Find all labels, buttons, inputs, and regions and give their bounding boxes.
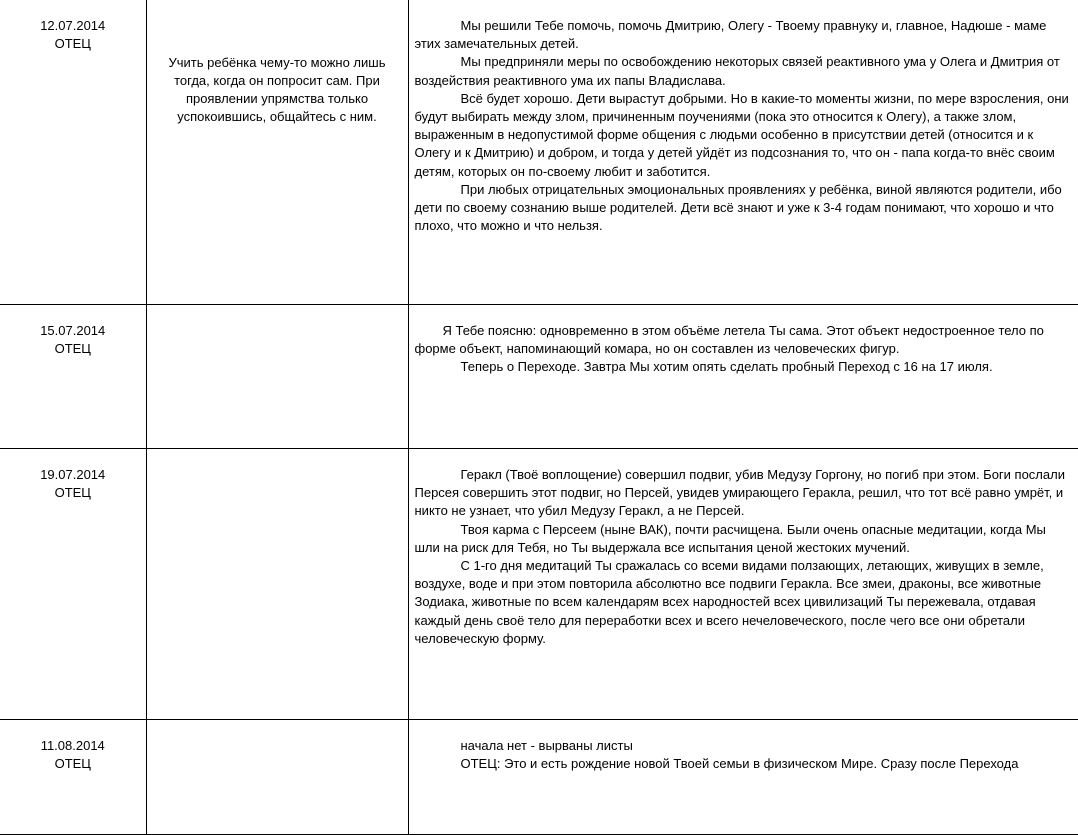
message-paragraph: Я Тебе поясню: одновременно в этом объёме летела Ты сама. Этот объект недостроенное тело по форме объект, напоминающий комара, но он составлен из человеческих фигур. [414,323,1044,357]
entry-date: 11.08.2014 [40,738,105,753]
advice-cell [146,449,408,720]
entry-author: ОТЕЦ [54,36,91,51]
message-cell [408,0,1078,305]
message-cell [408,449,1078,720]
message-paragraph: начала нет - вырваны листы [460,738,633,753]
message-paragraph: Мы предприняли меры по освобождению некоторых связей реактивного ума у Олега и Дмитрия от воздействия реактивного ума их папы Владислава. [414,54,1060,88]
advice-cell [146,305,408,449]
table-row [0,305,1078,449]
entry-author: ОТЕЦ [54,341,91,356]
message-paragraph: Мы решили Тебе помочь, помочь Дмитрию, Олегу - Твоему правнуку и, главное, Надюше - маме этих замечательных детей. [414,18,1047,52]
entry-date: 12.07.2014 [40,18,106,33]
message-paragraph: ОТЕЦ: Это и есть рождение новой Твоей семьи в физическом Мире. Сразу после Перехода [460,756,1019,772]
message-cell [408,305,1078,449]
message-paragraph: При любых отрицательных эмоциональных проявлениях у ребёнка, виной являются родители, ибо дети по своему сознанию выше родителей. Дети всё знают и уже к 3-4 годам понимают, что хорошо и что плохо, что можно и что нельзя. [414,181,1062,234]
message-paragraph: Геракл (Твоё воплощение) совершил подвиг, убив Медузу Горгону, но погиб при этом. Боги послали Персея совершить этот подвиг, но Персей, увидев умирающего Геракла, решил, что тот всё равно умрёт, и никто не узнает, что убил Медузу Геракл, а не Персей. [414,467,1065,519]
date-cell [0,720,146,835]
date-cell [0,305,146,449]
date-cell [0,0,146,305]
message-paragraph: Теперь о Переходе. Завтра Мы хотим опять сделать пробный Переход с 16 на 17 июля. [460,359,993,375]
table-row [0,449,1078,720]
message-paragraph: С 1-го дня медитаций Ты сражалась со всеми видами ползающих, летающих, живущих в земле, воздухе, воде и при этом повторила абсолютно все подвиги Геракла. Все змеи, драконы, все животные Зодиака, животные по всем календарям всех народностей всех цивилизаций Ты пережевала, отдавая каждый день своё тело для переработки всех и всего нечеловеческого, после чего все они обретали человеческую форму. [414,558,1044,646]
entry-author: ОТЕЦ [54,756,91,771]
entry-author: ОТЕЦ [54,485,91,500]
advice-cell: Учить ребёнка чему-то можно лишь тогда, когда он попросит сам. При проявлении упрямства только успокоившись, общайтесь с ним. [146,0,408,305]
entry-date: 19.07.2014 [40,467,106,482]
table-row [0,0,1078,305]
date-cell [0,449,146,720]
table-row [0,720,1078,835]
advice-cell [146,720,408,835]
message-paragraph: Всё будет хорошо. Дети вырастут добрыми. Но в какие-то моменты жизни, по мере взросления, они будут выбирать между злом, причиненным поучениями (пока это относится к Олегу), а также злом, выраженным в недопустимой форме общения с людьми особенно в присутствии детей (относится и к Олегу и к Дмитрию) и добром, и тогда у детей уйдёт из подсознания то, что он - папа когда-то внёс своим детям, которых он по-своему любит и заботится. [414,90,1069,179]
message-cell [408,720,1078,835]
entry-date: 15.07.2014 [40,323,106,338]
message-paragraph: Твоя карма с Персеем (ныне ВАК), почти расчищена. Были очень опасные медитации, когда Мы шли на риск для Тебя, но Ты выдержала все испытания ценой жестоких мучений. [414,521,1046,555]
